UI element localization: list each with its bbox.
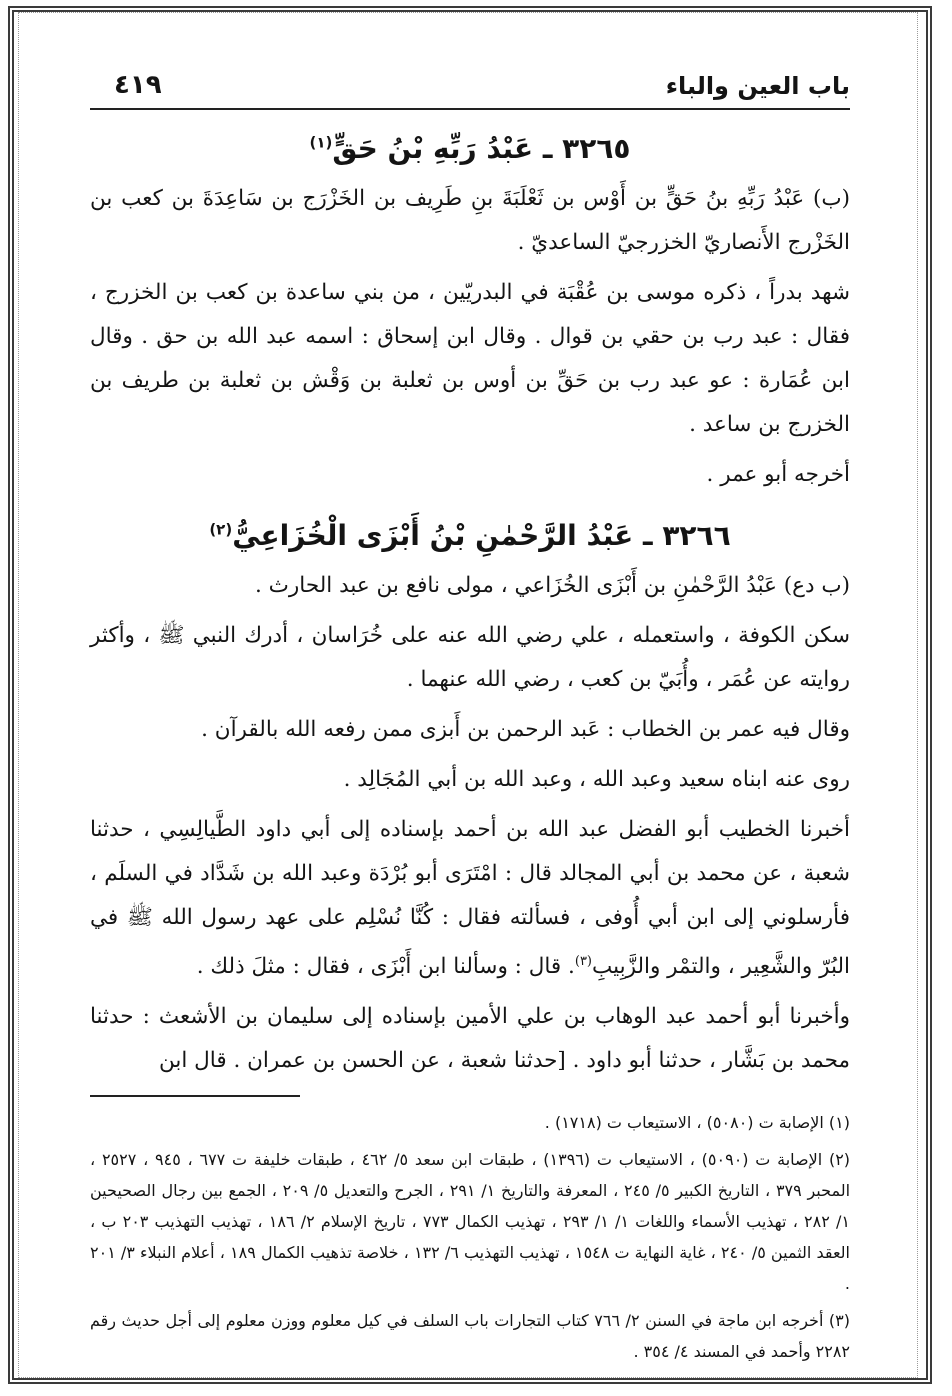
entry-3265	[90, 132, 850, 497]
page-number: ٤١٩	[114, 70, 162, 100]
entry-3266	[90, 519, 850, 1083]
entry-paragraph: أخرجه أبو عمر .	[706, 462, 850, 487]
entry-heading	[90, 132, 850, 165]
running-header	[90, 66, 850, 110]
footnotes	[90, 1107, 850, 1367]
footnote-separator	[90, 1095, 300, 1097]
running-title: باب العين والباء	[665, 72, 850, 100]
footnote: (٣) أخرجه ابن ماجة في السنن ٢/ ٧٦٦ كتاب التجارات باب السلف في كيل معلوم ووزن معلوم إلى أجل حديث رقم ٢٢٨٢ وأحمد في المسند ٤/ ٣٥٤ .	[90, 1311, 851, 1362]
footnote: (١) الإصابة ت (٥٠٨٠) ، الاستيعاب ت (١٧١٨) .	[544, 1113, 850, 1133]
footnote-mark: (٢)	[209, 520, 233, 539]
entry-paragraph: (ب دع) عَبْدُ الرَّحْمٰنِ بن أَبْزَى الخُزَاعي ، مولى نافع بن عبد الحارث .	[255, 573, 850, 598]
entry-paragraph: روى عنه ابناه سعيد وعبد الله ، وعبد الله بن أبي المُجَالِد .	[343, 767, 850, 792]
footnote-separator-wrap	[90, 1095, 850, 1097]
entry-paragraph: وقال فيه عمر بن الخطاب : عَبد الرحمن بن أَبزى ممن رفعه الله بالقرآن .	[201, 717, 850, 742]
book-page	[90, 66, 850, 1373]
entry-heading-text: ٣٢٦٥ ـ عَبْدُ رَبِّهِ بْنُ حَقٍّ	[332, 132, 631, 165]
entry-paragraph: سكن الكوفة ، واستعمله ، علي رضي الله عنه على خُرَاسان ، أدرك النبي ﷺ ، وأكثر روايته عن عُمَر ، وأُبَيّ بن كعب ، رضي الله عنهما .	[90, 623, 850, 692]
hadith-text: أخبرنا الخطيب أبو الفضل عبد الله بن أحمد بإسناده إلى أبي داود الطَّيالِسِي ، حدثنا شعبة ، عن محمد بن أبي المجالد قال : امْتَرَى أبو بُرْدَة وعبد الله بن شَدَّاد في السلَم ، فأرسلوني إلى ابن أبي أُوفى ، فسألته فقال : كُنَّا نُسْلِم على عهد رسول الله ﷺ في البُرّ والشَّعِير ، والتمْر والزَّبِيبِ	[90, 817, 850, 980]
entry-paragraph: شهد بدراً ، ذكره موسى بن عُقْبَة في البدريّين ، من بني ساعدة بن كعب بن الخزرج ، فقال : عبد رب بن حقي بن قوال . وقال ابن إسحاق : اسمه عبد الله بن حق . وقال ابن عُمَارة : عو عبد رب بن حَقِّ بن أوس بن ثعلبة بن وَقْش بن ثعلبة بن طريف بن الخزرج بن ساعد .	[90, 280, 850, 437]
entry-heading	[90, 519, 850, 552]
entry-paragraph: وأخبرنا أبو أحمد عبد الوهاب بن علي الأمين بإسناده إلى سليمان بن الأشعث : حدثنا محمد بن بَشَّار ، حدثنا أبو داود . [حدثنا شعبة ، عن الحسن بن عمران . قال ابن	[90, 1004, 850, 1074]
footnote: (٢) الإصابة ت (٥٠٩٠) ، الاستيعاب ت (١٣٩٦) ، طبقات ابن سعد ٥/ ٤٦٢ ، طبقات خليفة ت ٦٧٧ ، ٩٤٥ ، ٢٥٢٧ ، المحبر ٣٧٩ ، التاريخ الكبير ٥/ ٢٤٥ ، المعرفة والتاريخ ١/ ٢٩١ ، الجرح والتعديل ٥/ ٢٠٩ ، الجمع بين رجال الصحيحين ١/ ٢٨٢ ، تهذيب الأسماء واللغات ١/ ١/ ٢٩٣ ، تهذيب الكمال ٧٧٣ ، تاريخ الإسلام ٢/ ١٨٦ ، تهذيب التهذيب ٢٠٣ ب ، العقد الثمين ٥/ ٢٤٠ ، غاية النهاية ت ١٥٤٨ ، تهذيب التهذيب ٦/ ١٣٢ ، خلاصة تذهيب الكمال ١٨٩ ، أعلام النبلاء ٣/ ٢٠١ .	[90, 1150, 851, 1294]
entry-heading-text: ٣٢٦٦ ـ عَبْدُ الرَّحْمٰنِ بْنُ أَبْزَى الْخُزَاعِيُّ	[232, 519, 731, 552]
footnote-mark: (١)	[309, 133, 333, 152]
entry-paragraph	[90, 808, 850, 989]
hadith-tail: . قال : وسألنا ابن أَبْزَى ، فقال : مثلَ ذلك .	[196, 954, 575, 980]
footnote-mark: (٣)	[574, 954, 592, 969]
entry-paragraph: (ب) عَبْدُ رَبِّهِ بنُ حَقٍّ بن أَوْس بن ثَعْلَبَةَ بنِ طَرِيف بن الخَزْرَج بن سَاعِدَةَ بن كعب بن الخَزْرج الأَنصاريّ الخزرجيّ الساعديّ .	[90, 186, 850, 255]
